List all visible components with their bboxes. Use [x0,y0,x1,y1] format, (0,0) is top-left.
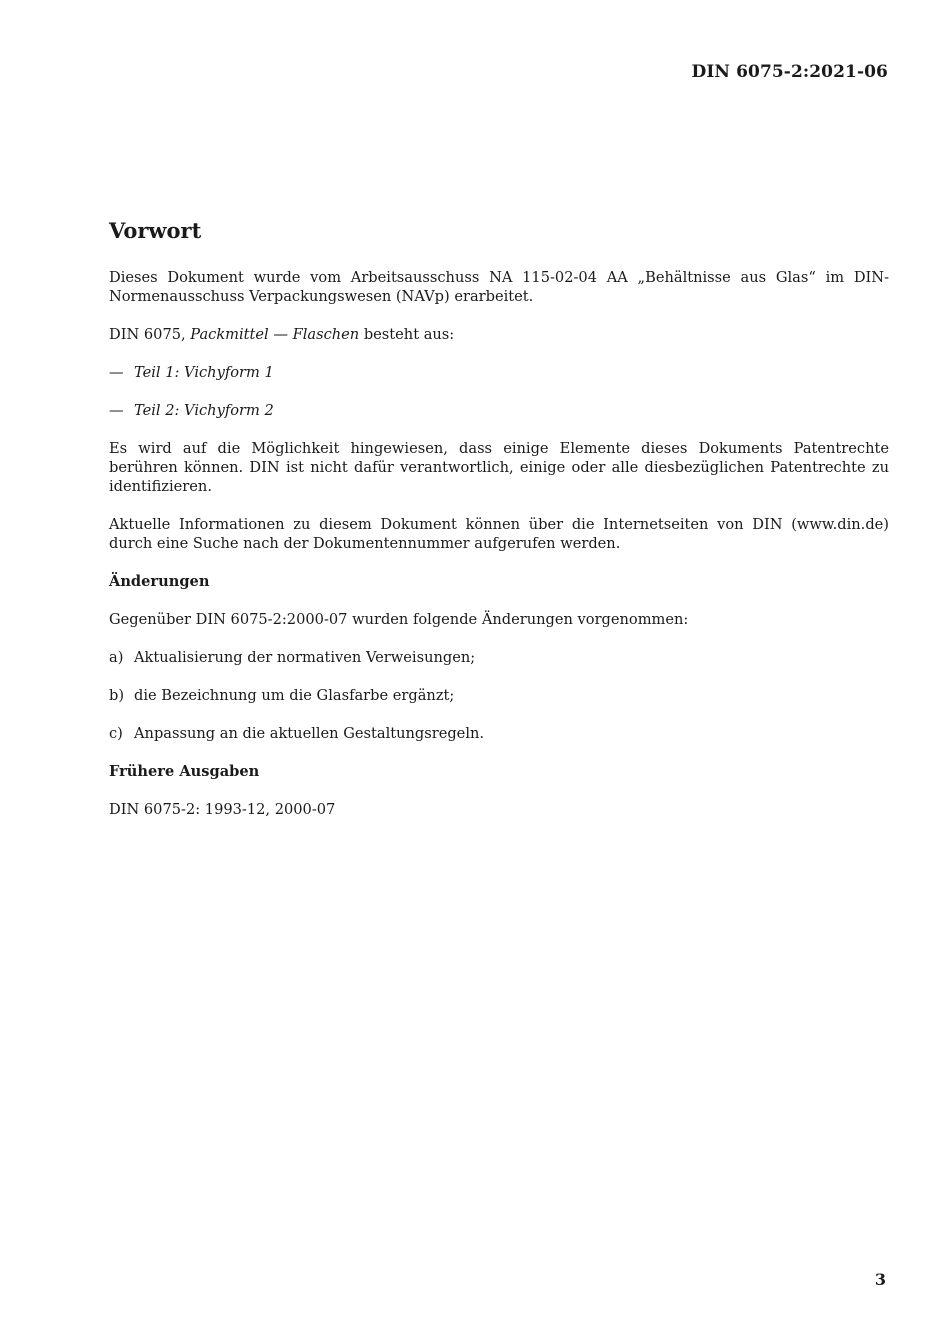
changes-intro: Gegenüber DIN 6075-2:2000-07 wurden folgende Änderungen vorgenommen: [109,611,689,628]
list-item [109,686,889,705]
foreword-title: Vorwort [109,218,202,243]
document-id: DIN 6075-2:2021-06 [691,62,888,82]
change-item-text: Anpassung an die aktuellen Gestaltungsregeln. [134,725,485,742]
changes-heading: Änderungen [109,573,210,590]
previous-editions-text: DIN 6075-2: 1993-12, 2000-07 [109,801,336,818]
list-item [109,401,889,420]
list-marker: c) [109,725,123,742]
parts-suffix: besteht aus: [359,326,455,343]
list-marker: — [109,364,124,381]
list-item [109,724,889,743]
change-item-text: Aktualisierung der normativen Verweisungen; [134,649,476,666]
list-marker: a) [109,649,124,666]
page-number: 3 [874,1270,886,1289]
parts-prefix: DIN 6075, [109,326,191,343]
list-item [109,648,889,667]
list-item [109,363,889,382]
page-content [109,216,889,838]
patent-notice: Es wird auf die Möglichkeit hingewiesen, dass einige Elemente dieses Dokuments Patentrechte berühren können. DIN ist nicht dafür verantwortlich, einige oder alle diesbezüglichen Patentrechte zu identifizieren. [109,440,889,495]
list-marker: b) [109,687,125,704]
part-1-title: Teil 1: Vichyform 1 [134,364,274,381]
parts-statement [109,325,889,344]
info-notice: Aktuelle Informationen zu diesem Dokument können über die Internetseiten von DIN (www.din.de) durch eine Suche nach der Dokumentennummer aufgerufen werden. [109,516,889,552]
change-item-text: die Bezeichnung um die Glasfarbe ergänzt; [134,687,455,704]
part-2-title: Teil 2: Vichyform 2 [134,402,274,419]
list-marker: — [109,402,124,419]
previous-editions-heading: Frühere Ausgaben [109,763,260,780]
parts-title: Packmittel — Flaschen [190,326,360,343]
foreword-intro: Dieses Dokument wurde vom Arbeitsausschuss NA 115-02-04 AA „Behältnisse aus Glas“ im DIN-Normenausschuss Verpackungswesen (NAVp) erarbeitet. [109,269,889,305]
